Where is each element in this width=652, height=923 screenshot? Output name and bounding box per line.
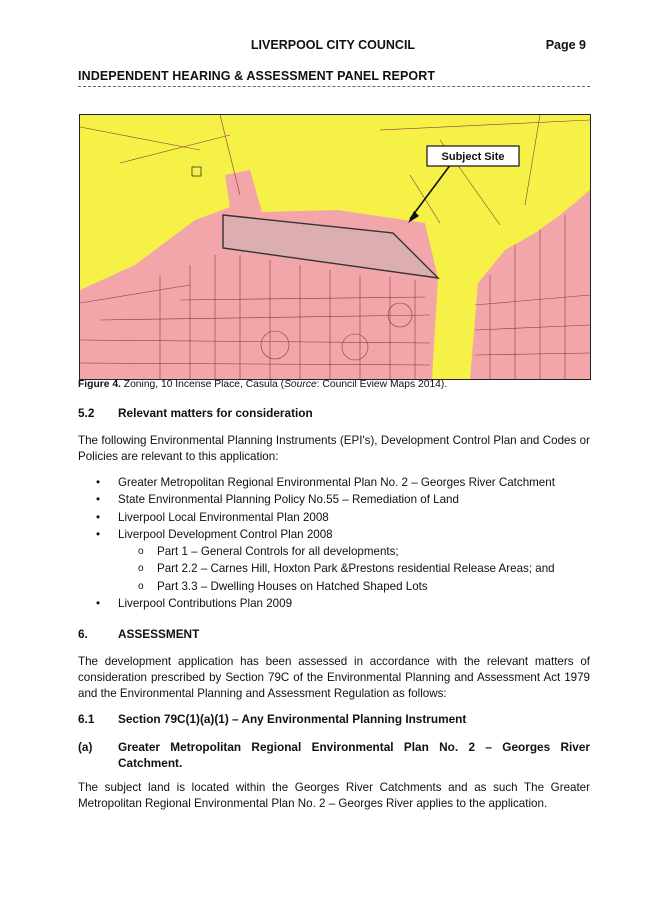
- report-title: INDEPENDENT HEARING & ASSESSMENT PANEL REPORT: [78, 69, 436, 83]
- section-heading-6-1: [78, 712, 466, 726]
- figure-label: Figure 4.: [78, 379, 121, 390]
- section-6-body: The development application has been assessed in accordance with the relevant matters of consideration prescribed by Section 79C of the Environmental Planning and Assessment Act 1979 and the Environmental Planning and Assessment Regulation as follows:: [78, 655, 590, 700]
- subsection-label: (a): [78, 740, 93, 754]
- figure-caption-text: Zoning, 10 Incense Place, Casula (: [120, 379, 285, 390]
- figure-caption: [78, 379, 447, 390]
- header-divider: [78, 86, 590, 87]
- list-item: • Greater Metropolitan Regional Environmental Plan No. 2 – Georges River Catchment: [96, 474, 555, 491]
- dcp-parts-list: [138, 543, 555, 595]
- list-item: • Liverpool Local Environmental Plan 2008: [96, 509, 555, 526]
- list-item: o Part 2.2 – Carnes Hill, Hoxton Park &Prestons residential Release Areas; and: [138, 560, 555, 577]
- subsection-title: Greater Metropolitan Regional Environmental Plan No. 2 – Georges River Catchment.: [118, 740, 590, 770]
- figure-source-text: : Council Eview Maps 2014).: [316, 379, 448, 390]
- list-item: o Part 3.3 – Dwelling Houses on Hatched Shaped Lots: [138, 578, 555, 595]
- list-item: • State Environmental Planning Policy No.55 – Remediation of Land: [96, 491, 555, 508]
- instrument-list-continued: [96, 595, 292, 612]
- zoning-map: [79, 114, 591, 380]
- section-number: 6.1: [78, 712, 95, 726]
- subsection-a-body: The subject land is located within the Georges River Catchments and as such The Greater Metropolitan Regional Environmental Plan No. 2 – Georges River applies to the application.: [78, 781, 590, 810]
- instrument-list: [96, 474, 555, 543]
- page-header: [78, 38, 588, 54]
- figure-source-label: Source: [284, 379, 317, 390]
- list-item: • Liverpool Contributions Plan 2009: [96, 595, 292, 612]
- list-item: o Part 1 – General Controls for all developments;: [138, 543, 555, 560]
- subsection-heading-a: [78, 739, 590, 771]
- section-title: ASSESSMENT: [118, 627, 200, 641]
- section-title: Relevant matters for consideration: [118, 406, 313, 420]
- section-number: 6.: [78, 627, 88, 641]
- page-number: Page 9: [545, 38, 586, 52]
- callout-label: Subject Site: [441, 151, 505, 163]
- section-5-2-intro: The following Environmental Planning Instruments (EPI's), Development Control Plan and Codes or Policies are relevant to this application:: [78, 434, 590, 463]
- section-heading-5-2: [78, 406, 313, 420]
- section-heading-6: [78, 627, 199, 641]
- section-number: 5.2: [78, 406, 95, 420]
- council-name: LIVERPOOL CITY COUNCIL: [250, 38, 416, 52]
- section-title: Section 79C(1)(a)(1) – Any Environmental Planning Instrument: [118, 712, 467, 726]
- list-item: • Liverpool Development Control Plan 2008: [96, 526, 555, 543]
